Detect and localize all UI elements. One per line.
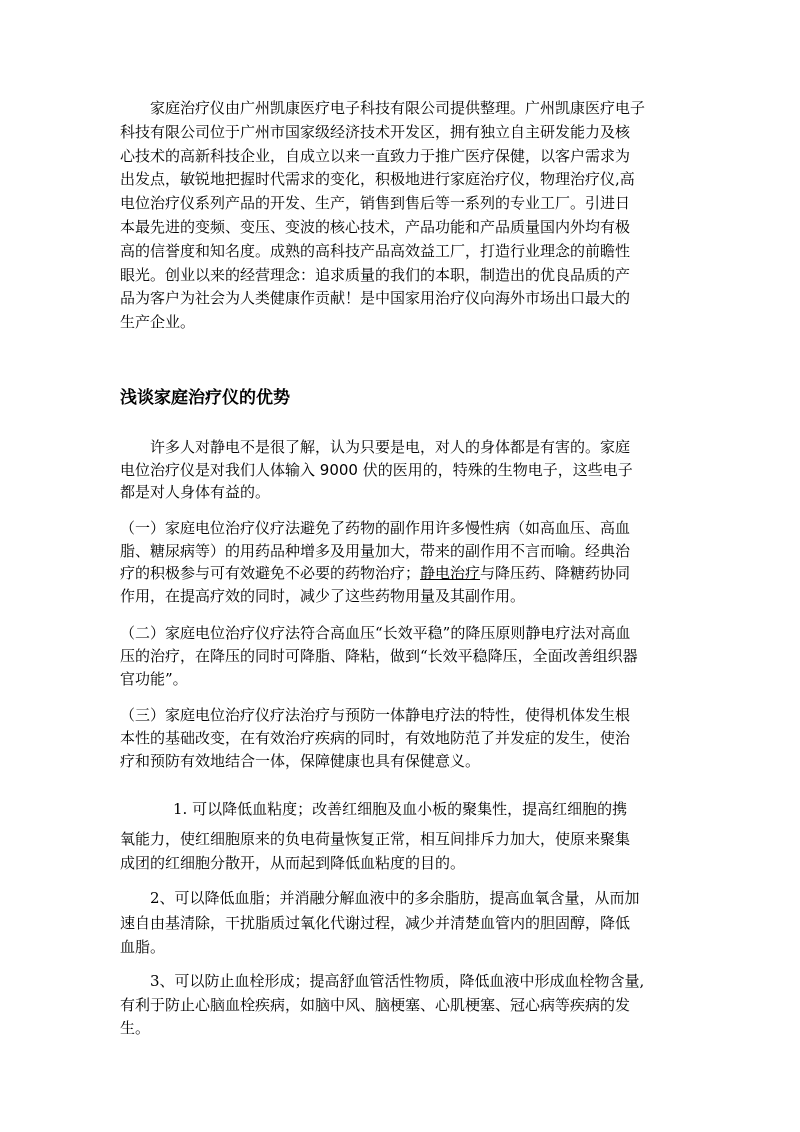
intro-line: 出发点，敏锐地把握时代需求的变化，积极地进行家庭治疗仪，物理治疗仪,高: [120, 170, 635, 189]
paragraph-line: 脂、糖尿病等）的用药品种增多及用量加大，带来的副作用不言而喻。经典治: [120, 541, 631, 560]
point-three-paragraph: [120, 704, 685, 773]
paragraph-line: 速自由基清除，干扰脂质过氧化代谢过程，减少并清楚血管内的胆固醇，降低: [120, 913, 631, 932]
paragraph-line: 生。: [120, 1019, 151, 1037]
intro-static-electricity-paragraph: [120, 436, 685, 504]
paragraph-line: 有利于防止心脑血栓疾病，如脑中风、脑梗塞、心肌梗塞、冠心病等疾病的发: [120, 995, 631, 1014]
paragraph-line: 3、可以防止血栓形成；提高舒血管活性物质，降低血液中形成血栓物含量,: [120, 972, 645, 990]
intro-line: 家庭治疗仪由广州凯康医疗电子科技有限公司提供整理。广州凯康医疗电子: [120, 99, 646, 117]
intro-line: 心技术的高新科技企业，自成立以来一直致力于推广医疗保健，以客户需求为: [120, 146, 631, 165]
paragraph-line: （一）家庭电位治疗仪疗法避免了药物的副作用许多慢性病（如高血压、高血: [120, 519, 631, 537]
paragraph-line: （二）家庭电位治疗仪疗法符合高血压“长效平稳”的降压原则静电疗法对高血: [120, 624, 631, 642]
paragraph-line: 成团的红细胞分散开，从而起到降低血粘度的目的。: [120, 854, 466, 872]
paragraph-line: 都是对人身体有益的。: [120, 483, 271, 501]
paragraph-line: 压的治疗，在降压的同时可降脂、降粘，做到“长效平稳降压，全面改善组织器: [120, 647, 638, 665]
paragraph-line: 氧能力，使红细胞原来的负电荷量恢复正常，相互间排斥力加大，使原来聚集: [120, 830, 631, 848]
paragraph-line: 血脂。: [120, 938, 166, 956]
paragraph-text: 疗的积极参与可有效避免不必要的药物治疗；: [120, 564, 421, 582]
intro-line: 电位治疗仪系列产品的开发、生产，销售到售后等一系列的专业工厂。引进日: [120, 194, 631, 213]
intro-line: 眼光。创业以来的经营理念：追求质量的我们的本职，制造出的优良品质的产: [120, 265, 631, 284]
point-one-paragraph: [120, 517, 685, 607]
intro-line: 本最先进的变频、变压、变波的核心技术，产品功能和产品质量国内外均有极: [120, 217, 631, 236]
intro-line: 生产企业。: [120, 313, 196, 332]
paragraph-line: 疗和预防有效地结合一体，保障健康也具有保健意义。: [120, 752, 481, 770]
intro-paragraph: [120, 97, 685, 335]
point-two-paragraph: [120, 622, 685, 691]
paragraph-line: 许多人对静电不是很了解，认为只要是电，对人的身体都是有害的。家庭: [120, 438, 631, 456]
paragraph-line: 作用，在提高疗效的同时，减少了这些药物用量及其副作用。: [120, 586, 526, 605]
paragraph-line: 本性的基础改变，在有效治疗疾病的同时，有效地防范了并发症的发生，使治: [120, 729, 631, 747]
paragraph-line: 2、可以降低血脂；并消融分解血液中的多余脂肪，提高血氧含量，从而加: [120, 889, 640, 907]
benefit-three-paragraph: [120, 970, 685, 1041]
paragraph-line: （三）家庭电位治疗仪疗法治疗与预防一体静电疗法的特性，使得机体发生根: [120, 706, 631, 724]
intro-line: 科技有限公司位于广州市国家级经济技术开发区，拥有独立自主研发能力及核: [120, 122, 631, 141]
static-therapy-link[interactable]: 静电治疗: [420, 564, 481, 582]
section-heading: 浅谈家庭治疗仪的优势: [120, 388, 290, 408]
benefit-one-heading-line: 1. 可以降低血粘度；改善红细胞及血小板的聚集性，提高红细胞的携: [173, 800, 628, 818]
benefit-two-paragraph: [120, 886, 685, 960]
paragraph-line: 官功能”。: [120, 670, 188, 688]
intro-line: 品为客户为社会为人类健康作贡献！是中国家用治疗仪向海外市场出口最大的: [120, 289, 631, 308]
intro-line: 高的信誉度和知名度。成熟的高科技产品高效益工厂，打造行业理念的前瞻性: [120, 241, 631, 260]
paragraph-text: 与降压药、降糖药协同: [480, 564, 631, 582]
benefit-one-paragraph: [120, 827, 685, 875]
paragraph-line: 电位治疗仪是对我们人体输入 9000 伏的医用的，特殊的生物电子，这些电子: [120, 460, 633, 479]
paragraph-line: [120, 562, 685, 585]
